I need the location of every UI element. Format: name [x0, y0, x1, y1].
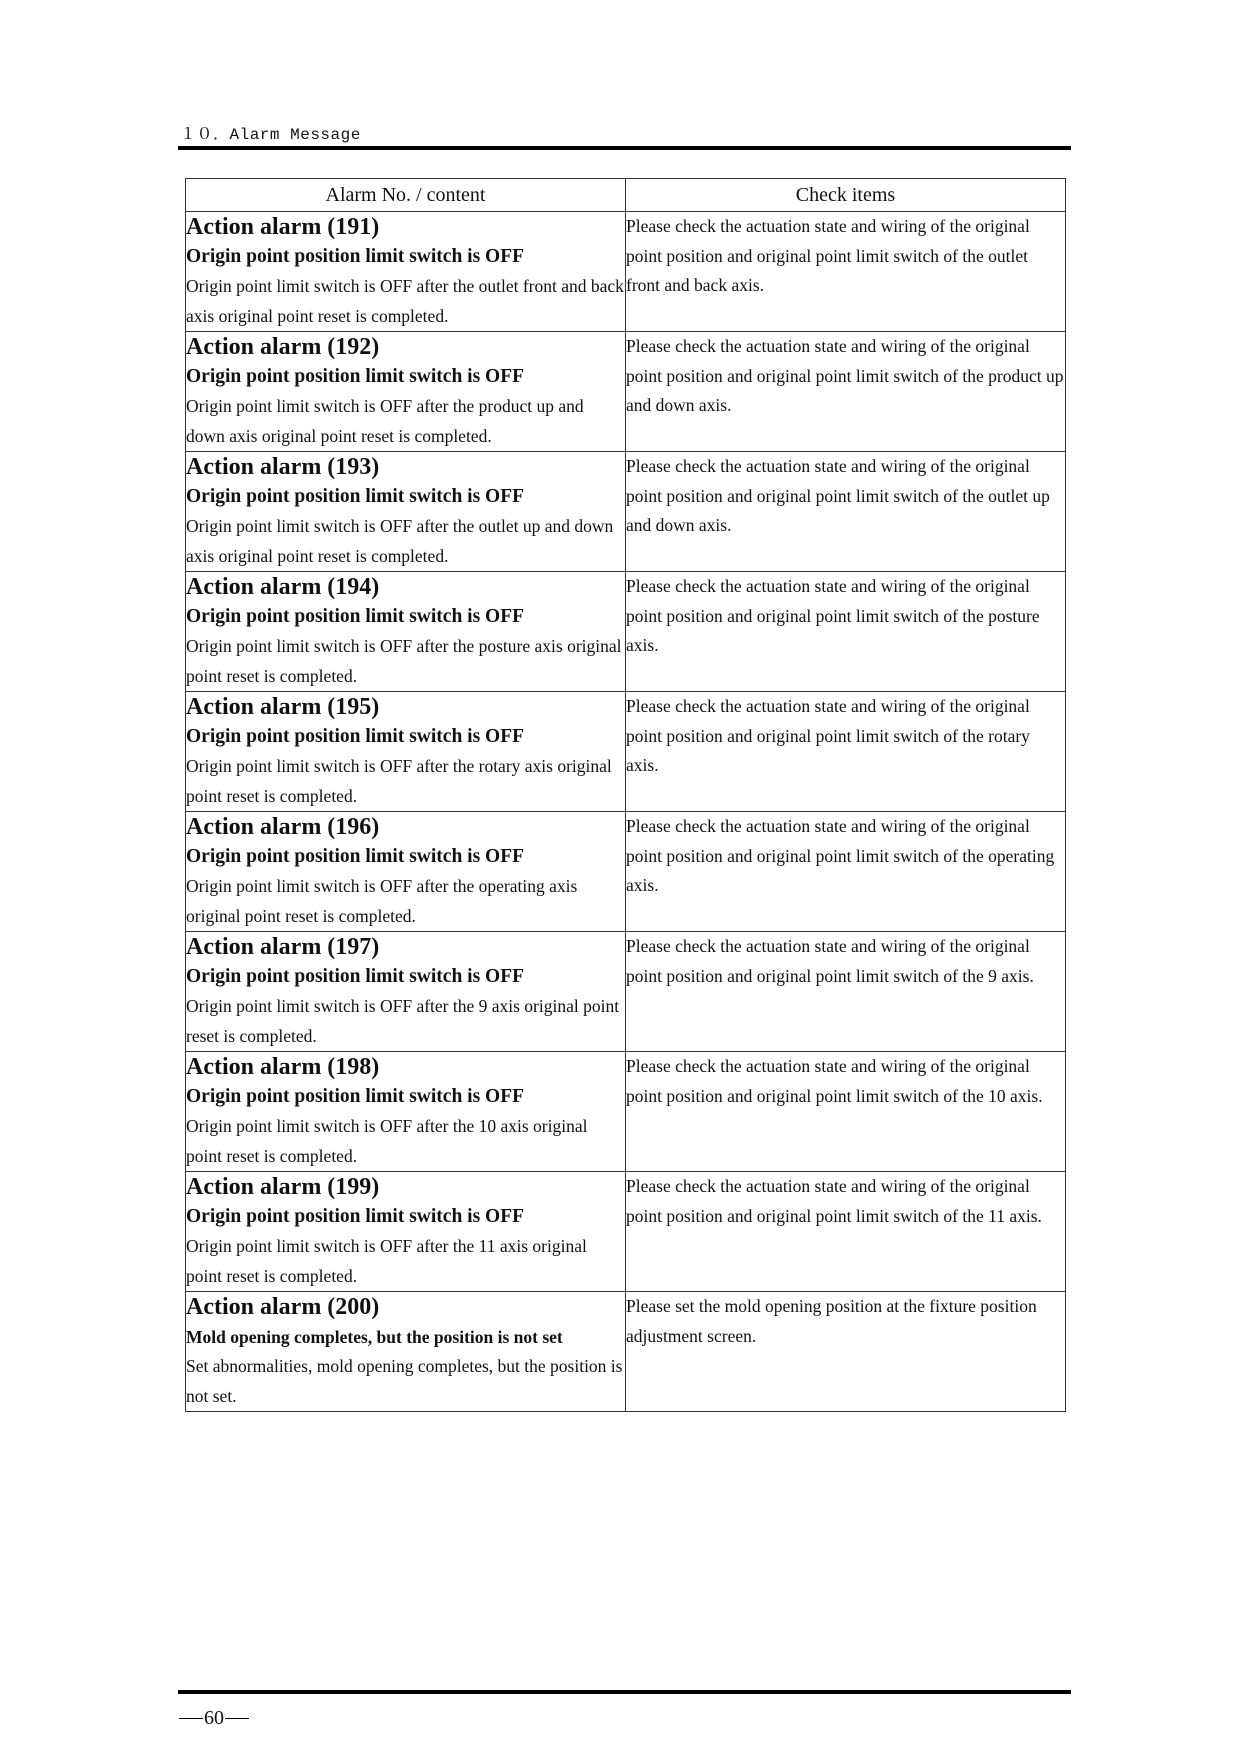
table-row — [186, 332, 1066, 452]
column-header-alarm: Alarm No. / content — [186, 179, 626, 212]
column-header-check: Check items — [626, 179, 1066, 212]
alarm-cell — [186, 1292, 626, 1412]
table-row — [186, 1052, 1066, 1172]
table-row — [186, 452, 1066, 572]
alarm-cell — [186, 1052, 626, 1172]
alarm-description: Origin point limit switch is OFF after the 10 axis original point reset is completed. — [186, 1116, 588, 1166]
alarm-cell — [186, 932, 626, 1052]
check-cell: Please check the actuation state and wiring of the original point position and original point limit switch of the outlet up and down axis. — [626, 452, 1066, 572]
alarm-title: Action alarm (195) — [186, 694, 380, 720]
page-number-value: 60 — [204, 1707, 224, 1729]
alarm-table — [185, 178, 1066, 1412]
alarm-cell — [186, 692, 626, 812]
alarm-subtitle: Origin point position limit switch is OFF — [186, 726, 525, 747]
check-cell: Please check the actuation state and wiring of the original point position and original point limit switch of the rotary axis. — [626, 692, 1066, 812]
alarm-title: Action alarm (200) — [186, 1294, 380, 1320]
alarm-subtitle: Origin point position limit switch is OFF — [186, 486, 525, 507]
check-cell: Please check the actuation state and wiring of the original point position and original point limit switch of the 10 axis. — [626, 1052, 1066, 1172]
alarm-subtitle: Origin point position limit switch is OFF — [186, 366, 525, 387]
alarm-subtitle: Origin point position limit switch is OFF — [186, 606, 525, 627]
check-cell: Please check the actuation state and wiring of the original point position and original point limit switch of the product up and down axis. — [626, 332, 1066, 452]
alarm-subtitle: Origin point position limit switch is OFF — [186, 1206, 525, 1227]
check-cell: Please check the actuation state and wiring of the original point position and original point limit switch of the posture axis. — [626, 572, 1066, 692]
alarm-description: Origin point limit switch is OFF after the posture axis original point reset is completed. — [186, 636, 622, 686]
dash-left — [179, 1718, 203, 1719]
table-row — [186, 1172, 1066, 1292]
alarm-description: Origin point limit switch is OFF after the outlet front and back axis original point reset is completed. — [186, 276, 624, 326]
check-cell: Please check the actuation state and wiring of the original point position and original point limit switch of the operating axis. — [626, 812, 1066, 932]
page-number — [178, 1707, 250, 1730]
alarm-description: Set abnormalities, mold opening completes, but the position is not set. — [186, 1356, 623, 1406]
dash-right — [225, 1718, 249, 1719]
check-cell: Please check the actuation state and wiring of the original point position and original point limit switch of the 9 axis. — [626, 932, 1066, 1052]
alarm-cell — [186, 452, 626, 572]
alarm-cell — [186, 212, 626, 332]
alarm-subtitle: Origin point position limit switch is OFF — [186, 966, 525, 987]
alarm-cell — [186, 332, 626, 452]
alarm-title: Action alarm (192) — [186, 334, 380, 360]
alarm-subtitle: Origin point position limit switch is OFF — [186, 846, 525, 867]
alarm-title: Action alarm (198) — [186, 1054, 380, 1080]
alarm-subtitle: Origin point position limit switch is OFF — [186, 1086, 525, 1107]
table-row — [186, 692, 1066, 812]
alarm-cell — [186, 1172, 626, 1292]
alarm-title: Action alarm (193) — [186, 454, 380, 480]
table-header-row — [186, 179, 1066, 212]
alarm-description: Origin point limit switch is OFF after the outlet up and down axis original point reset is completed. — [186, 516, 614, 566]
table-row — [186, 212, 1066, 332]
alarm-description: Origin point limit switch is OFF after the product up and down axis original point reset is completed. — [186, 396, 584, 446]
footer-divider — [178, 1690, 1071, 1694]
alarm-description: Origin point limit switch is OFF after the 11 axis original point reset is completed. — [186, 1236, 587, 1286]
alarm-cell — [186, 812, 626, 932]
alarm-title: Action alarm (199) — [186, 1174, 380, 1200]
alarm-cell — [186, 572, 626, 692]
alarm-title: Action alarm (197) — [186, 934, 380, 960]
alarm-description: Origin point limit switch is OFF after the operating axis original point reset is completed. — [186, 876, 578, 926]
table-row — [186, 1292, 1066, 1412]
alarm-title: Action alarm (194) — [186, 574, 380, 600]
alarm-description: Origin point limit switch is OFF after the rotary axis original point reset is completed. — [186, 756, 612, 806]
section-header: １０．Alarm Message — [180, 126, 361, 144]
alarm-description: Origin point limit switch is OFF after the 9 axis original point reset is completed. — [186, 996, 620, 1046]
table-row — [186, 572, 1066, 692]
alarm-title: Action alarm (191) — [186, 214, 380, 240]
alarm-subtitle: Origin point position limit switch is OFF — [186, 246, 525, 267]
table-row — [186, 812, 1066, 932]
header-divider — [178, 146, 1071, 150]
check-cell: Please check the actuation state and wiring of the original point position and original point limit switch of the outlet front and back axis. — [626, 212, 1066, 332]
alarm-subtitle: Mold opening completes, but the position is not set — [186, 1327, 563, 1347]
alarm-title: Action alarm (196) — [186, 814, 380, 840]
check-cell: Please set the mold opening position at the fixture position adjustment screen. — [626, 1292, 1066, 1412]
table-row — [186, 932, 1066, 1052]
check-cell: Please check the actuation state and wiring of the original point position and original point limit switch of the 11 axis. — [626, 1172, 1066, 1292]
